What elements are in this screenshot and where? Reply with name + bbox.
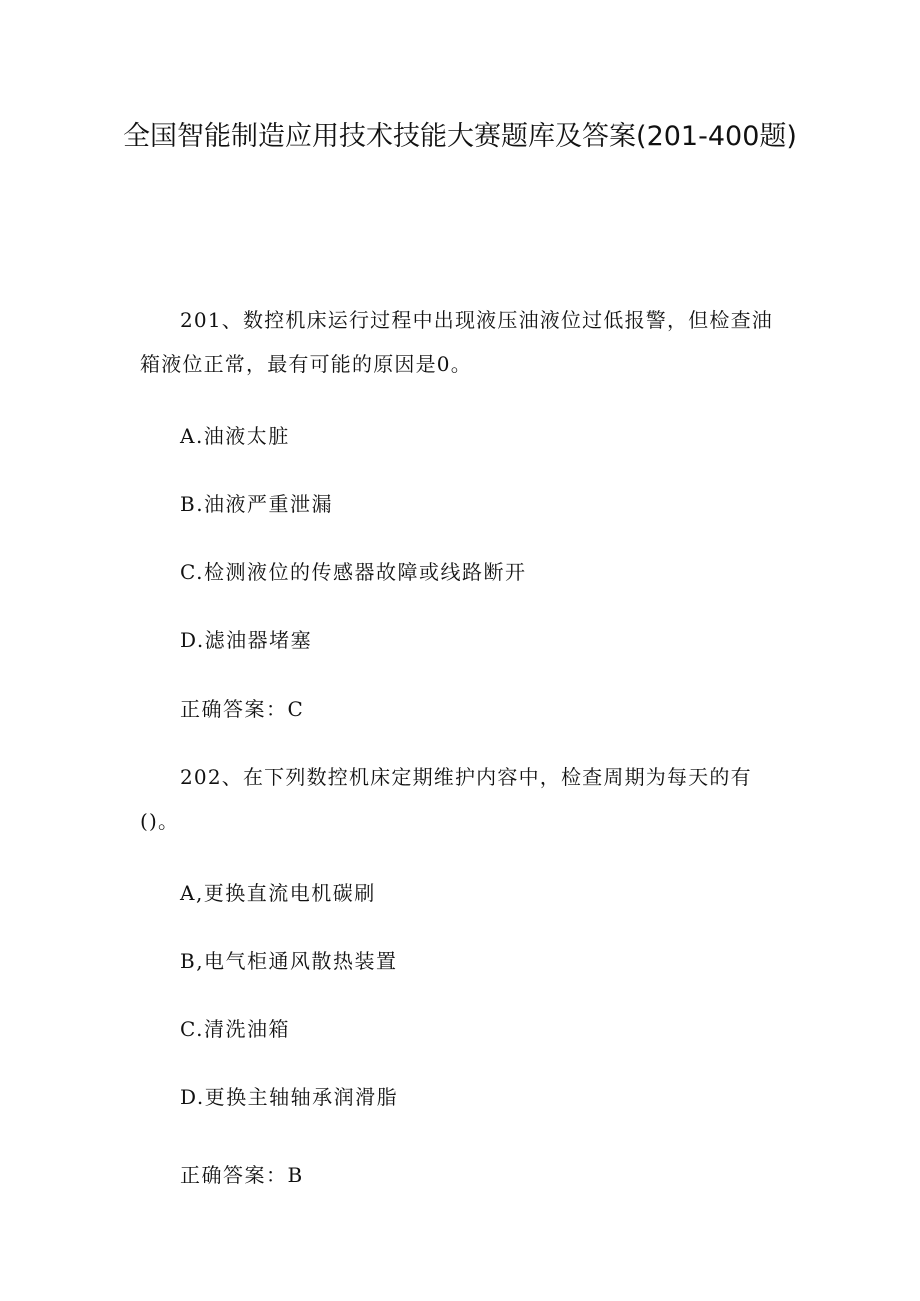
question-202-option-d: D.更换主轴轴承润滑脂: [180, 1085, 399, 1109]
document-title: 全国智能制造应用技术技能大赛题库及答案(201-400题): [123, 121, 797, 152]
question-202-stem: 202、在下列数控机床定期维护内容中，检查周期为每天的有()。: [140, 765, 752, 833]
question-202-answer: 正确答案：B: [180, 1163, 304, 1187]
question-202-option-b: B,电气柜通风散热装置: [180, 949, 398, 973]
question-201-option-b: B.油液严重泄漏: [180, 492, 334, 516]
question-201-option-d: D.滤油器堵塞: [180, 628, 313, 652]
question-201-answer: 正确答案：C: [180, 697, 305, 721]
question-202-option-c: C.清洗油箱: [180, 1017, 290, 1041]
question-201-option-c: C.检测液位的传感器故障或线路断开: [180, 560, 527, 584]
question-202-option-a: A,更换直流电机碳刷: [180, 881, 376, 905]
question-201-stem: 201、数控机床运行过程中出现液压油液位过低报警，但检查油箱液位正常，最有可能的原因是0。: [140, 308, 773, 376]
question-201-option-a: A.油液太脏: [180, 424, 290, 448]
